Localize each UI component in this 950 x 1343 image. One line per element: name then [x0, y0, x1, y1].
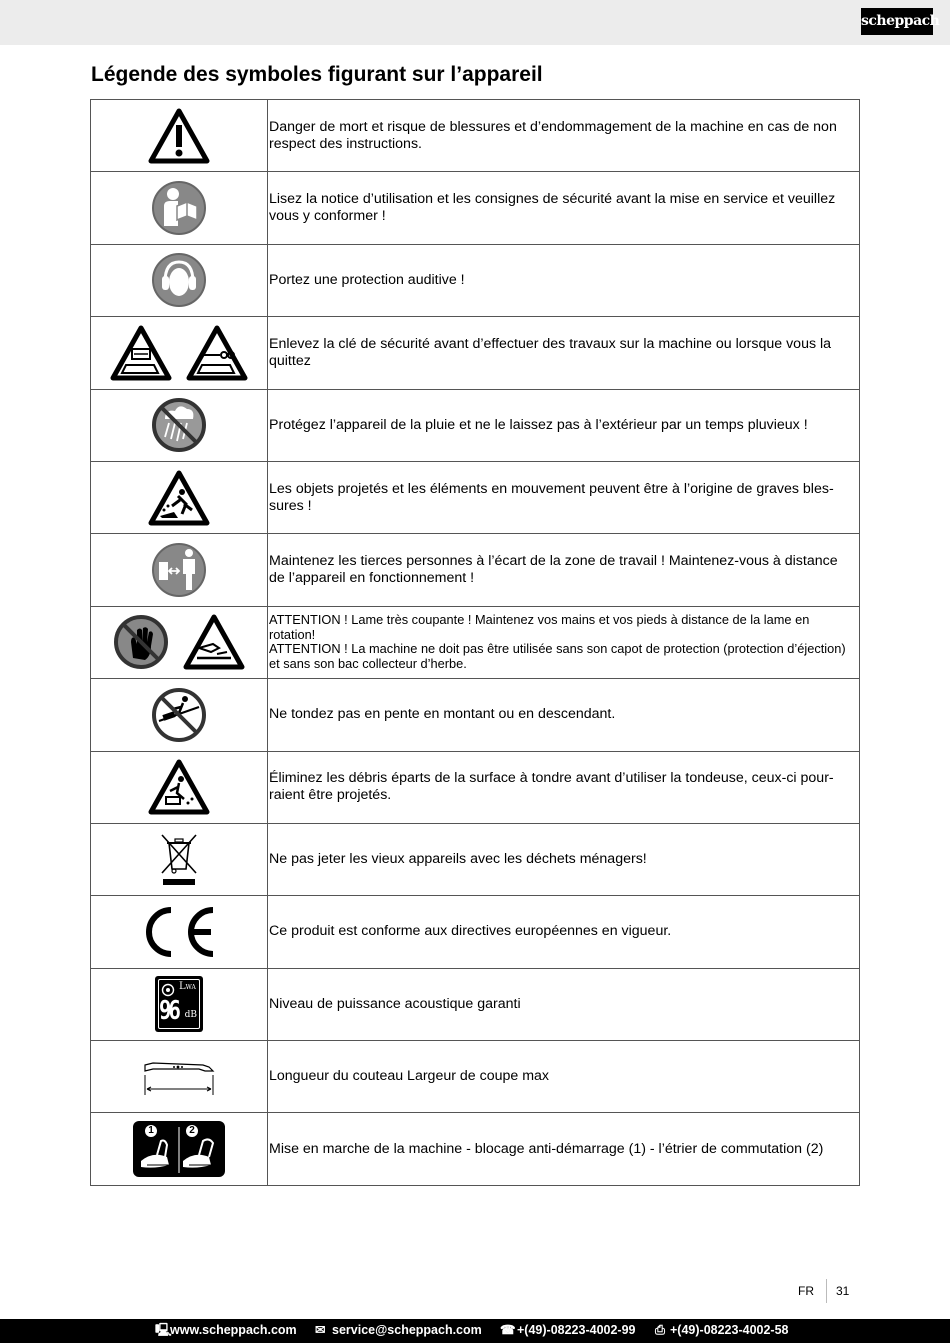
table-row — [91, 172, 860, 244]
fax-icon: ⎙ — [655, 1323, 666, 1337]
ear-protection-icon — [151, 252, 207, 308]
row-text: Ne tondez pas en pente en montant ou en descendant. — [268, 679, 860, 751]
table-row — [91, 896, 860, 968]
row-text: Portez une protection auditive ! — [268, 244, 860, 316]
symbols-legend-table — [90, 99, 860, 1186]
table-row — [91, 244, 860, 316]
sound-value: 96 — [159, 996, 178, 1027]
mail-icon: ✉ — [315, 1323, 326, 1337]
row-text: Longueur du couteau Largeur de coupe max — [268, 1041, 860, 1113]
sound-power-badge — [155, 976, 203, 1032]
table-row — [91, 1113, 860, 1185]
computer-icon: 🖳 — [155, 1323, 172, 1337]
table-row — [91, 606, 860, 678]
page-title: Légende des symboles figurant sur l’appareil — [91, 63, 543, 86]
table-row — [91, 1041, 860, 1113]
row-text: Les objets projetés et les éléments en mouvement peuvent être à l’origine de graves bles-sures ! — [268, 461, 860, 533]
table-row — [91, 823, 860, 895]
blade-warning-icon — [183, 614, 245, 670]
footer-divider — [826, 1279, 827, 1303]
table-row — [91, 751, 860, 823]
email-link[interactable]: service@scheppach.com — [332, 1323, 482, 1337]
sound-label-l: L — [179, 981, 186, 993]
table-row — [91, 461, 860, 533]
no-slope-mowing-icon — [151, 687, 207, 743]
speaker-icon — [161, 983, 175, 997]
contact-bar — [0, 1319, 950, 1343]
row-text: Mise en marche de la machine - blocage anti-démarrage (1) - l’étrier de commutation (2) — [268, 1113, 860, 1185]
row-text: Ne pas jeter les vieux appareils avec les déchets ménagers! — [268, 823, 860, 895]
no-rain-icon — [151, 397, 207, 453]
brand-logo: scheppach — [861, 8, 933, 35]
phone-icon: ☎ — [500, 1323, 516, 1337]
remove-key-warning-icon — [186, 325, 248, 381]
phone-number: +(49)-08223-4002-99 — [517, 1323, 636, 1337]
step-2-label: 2 — [186, 1125, 198, 1137]
table-row — [91, 968, 860, 1040]
sound-unit: dB — [184, 1010, 197, 1021]
row-text: ATTENTION ! Lame très coupante ! Maintenez vos mains et vos pieds à distance de la lame en rotation! ATTENTION ! La machine ne doit pas être utilisée sans son capot de protection (protection d’éjection) et sans son bac collecteur d’herbe. — [268, 606, 860, 678]
keep-hands-away-icon — [113, 614, 169, 670]
sound-label-sub: WA — [185, 984, 196, 992]
flying-objects-warning-icon — [148, 470, 210, 526]
row-text: Danger de mort et risque de blessures et d’endommagement de la machine en cas de non respect des instructions. — [268, 100, 860, 172]
page-number: 31 — [836, 1284, 850, 1298]
row-text: Enlevez la clé de sécurité avant d’effectuer des travaux sur la machine ou lorsque vous la quittez — [268, 317, 860, 389]
step-1-label: 1 — [145, 1125, 157, 1137]
read-manual-icon — [151, 180, 207, 236]
top-bar — [0, 0, 950, 45]
warning-triangle-icon — [148, 108, 210, 164]
table-row — [91, 100, 860, 172]
blade-length-icon — [143, 1057, 215, 1097]
row-text: Lisez la notice d’utilisation et les consignes de sécurité avant la mise en service et veuillez vous y conformer ! — [268, 172, 860, 244]
row-text: Niveau de puissance acoustique garanti — [268, 968, 860, 1040]
table-row — [91, 534, 860, 606]
table-row — [91, 679, 860, 751]
table-row — [91, 317, 860, 389]
row-text: Protégez l’appareil de la pluie et ne le laissez pas à l’extérieur par un temps pluvieux ! — [268, 389, 860, 461]
debris-warning-icon — [148, 759, 210, 815]
language-label: FR — [798, 1284, 814, 1298]
row-text: Maintenez les tierces personnes à l’écart de la zone de travail ! Maintenez-vous à distance de l’appareil en fonctionnement ! — [268, 534, 860, 606]
fax-number: +(49)-08223-4002-58 — [670, 1323, 789, 1337]
hand-switch-icon — [133, 1121, 225, 1177]
row-text: Ce produit est conforme aux directives européennes en vigueur. — [268, 896, 860, 968]
start-switch-badge — [133, 1121, 225, 1177]
ce-mark-icon — [139, 904, 219, 960]
table-row — [91, 389, 860, 461]
remove-key-warning-icon — [110, 325, 172, 381]
keep-distance-icon — [151, 542, 207, 598]
weee-bin-icon — [157, 831, 201, 889]
website-link[interactable]: www.scheppach.com — [170, 1323, 297, 1337]
row-text: Éliminez les débris éparts de la surface à tondre avant d’utiliser la tondeuse, ceux-ci pour-raient être projetés. — [268, 751, 860, 823]
